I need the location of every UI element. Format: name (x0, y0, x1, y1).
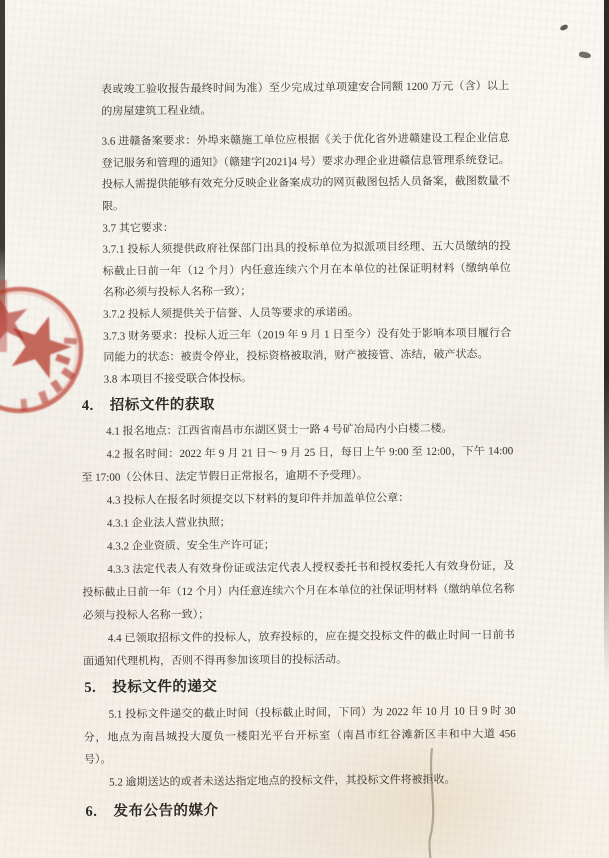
paragraph-4-3-3: 4.3.3 法定代表人有效身份证或法定代表人授权委托书和授权委托人有效身份证，及投标截止日前一年（12 个月）内任意连续六个月在本单位的社保证明材料（缴纳单位名称必须与投标人名称一致）； (82, 560, 515, 623)
section-3-requirements (101, 76, 512, 391)
section-5-number: 5. (84, 680, 97, 697)
section-5-title: 投标文件的递交 (112, 679, 218, 696)
paragraph-3-7-1: 3.7.1 投标人须提供政府社保部门出具的投标单位为拟派项目经理、五大员缴纳的投标截止日前一年（12 个月）内任意连续六个月在本单位的社保证明材料（缴纳单位名称必须与投标人名称一致）； (102, 240, 511, 300)
section-4-title: 招标文件的获取 (109, 397, 215, 414)
section-6-heading (85, 797, 609, 824)
paragraph-3-7: 3.7 其它要求： (102, 221, 174, 235)
section-4-heading (82, 391, 609, 418)
paragraph-4-3-2: 4.3.2 企业资质、安全生产许可证； (107, 539, 275, 554)
section-5-heading (84, 673, 609, 700)
section-6-title: 发布公告的媒介 (113, 803, 219, 820)
section-5-body (83, 700, 516, 794)
paragraph-3-7-2: 3.7.2 投标人须提供关于信誉、人员等要求的承诺函。 (103, 306, 359, 321)
paragraph-4-3-1: 4.3.1 企业法人营业执照； (106, 516, 231, 531)
section-4-number: 4. (81, 398, 94, 415)
section-6-number: 6. (85, 804, 98, 821)
paragraph-3-7-3: 3.7.3 财务要求：投标人近三年（2019 年 9 月 1 日至今）没有处于影响本项目履行合同能力的状态：被责令停业，投标资格被取消，财产被接管、冻结，破产状态。 (103, 326, 512, 364)
paragraph-5-1: 5.1 投标文件递交的截止时间（投标截止时间，下同）为 2022 年 10 月 10 日 9 时 30 分，地点为南昌城投大厦负一楼阳光平台开标室（南昌市红谷滩新区丰和中大道 456 号）。 (83, 705, 516, 767)
paragraph-3-8: 3.8 本项目不接受联合体投标。 (103, 372, 253, 386)
paragraph-4-3: 4.3 投标人在报名时须提交以下材料的复印件并加盖单位公章： (106, 492, 410, 508)
carryover-paragraph: 表或竣工验收报告最终时间为准）至少完成过单项建安合同额 1200 万元（含）以上的房屋建筑工程业绩。 (101, 80, 510, 118)
paragraph-3-6: 3.6 进赣备案要求：外埠来赣施工单位应根据《关于优化省外进赣建设工程企业信息登记服务和管理的通知》（赣建字[2021]4 号）要求办理企业进赣信息管理系统登记。投标人需提供能够有效充分反映企业备案成功的网页截图包括人员备案，截图数量不限。 (101, 132, 510, 213)
section-4-body (81, 417, 515, 674)
paragraph-4-2: 4.2 报名时间：2022 年 9 月 21 日～ 9 月 25 日，每日上午 9:00 至 12:00，下午 14:00 至 17:00（公休日、法定节假日正常报名，逾期不予受理）。 (81, 445, 514, 485)
paragraph-4-1: 4.1 报名地点：江西省南昌市东湖区贤士一路 4 号矿冶局内小白楼二楼。 (106, 422, 453, 439)
paragraph-4-4: 4.4 已领取招标文件的投标人，放弃投标的，应在提交投标文件的截止时间一日前书面通知代理机构，否则不得再参加该项目的投标活动。 (83, 629, 515, 669)
paragraph-5-2: 5.2 逾期送达的或者未送达指定地点的投标文件，其投标文件将被拒收。 (109, 773, 456, 789)
